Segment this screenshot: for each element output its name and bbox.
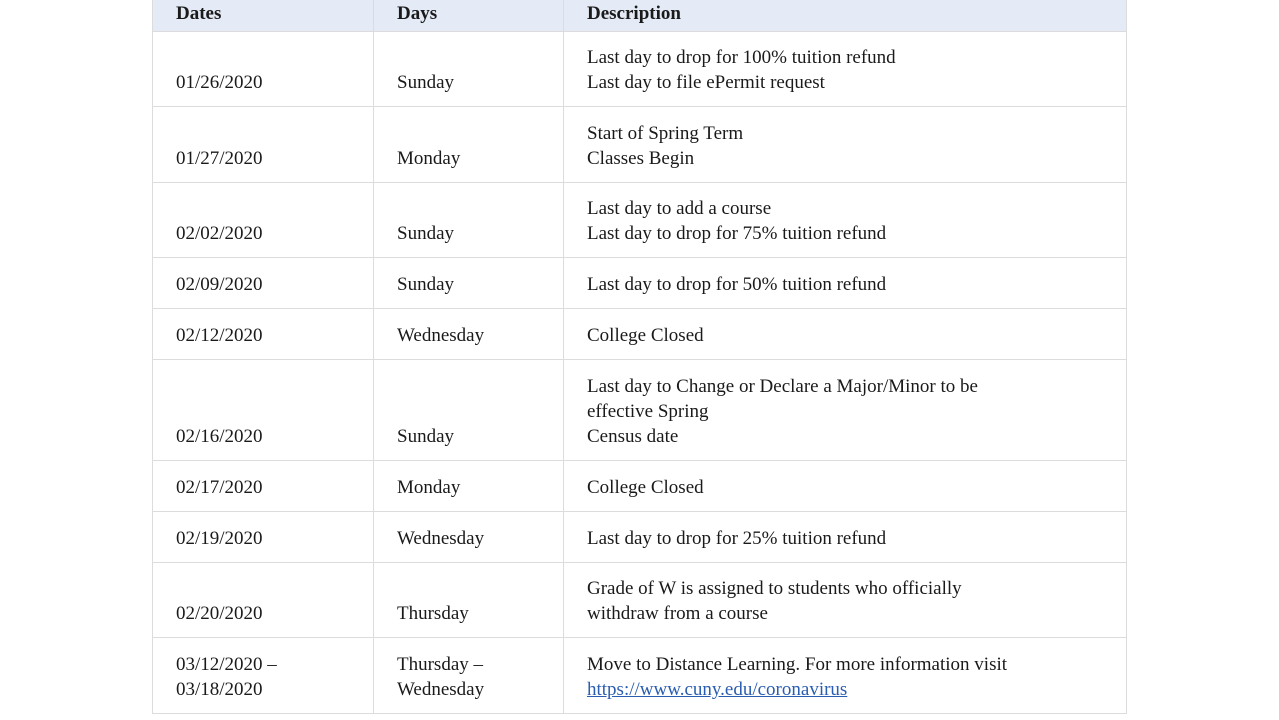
description-cell-line: Last day to Change or Declare a Major/Minor to be [587,376,978,397]
table-row [153,461,1127,512]
date-cell-line: 02/09/2020 [176,274,263,295]
description-cell [564,32,1127,107]
table-row [153,258,1127,309]
date-cell-line: 03/18/2020 [176,679,263,700]
day-cell [374,32,564,107]
table-row [153,512,1127,563]
day-cell [374,638,564,714]
date-cell-line: 02/20/2020 [176,603,263,624]
description-cell [564,638,1127,714]
header-description: Description [564,0,1127,32]
day-cell-line: Thursday [397,603,469,624]
description-cell [564,563,1127,638]
day-cell-line: Wednesday [397,679,485,700]
table-header-row [153,0,1127,32]
date-cell [153,309,374,360]
date-cell [153,183,374,258]
date-cell-line: 01/26/2020 [176,72,263,93]
description-cell-line: College Closed [587,325,704,346]
date-cell [153,461,374,512]
description-cell-line: Last day to add a course [587,198,772,219]
description-cell [564,512,1127,563]
day-cell-line: Wednesday [397,528,485,549]
day-cell [374,183,564,258]
table-row [153,563,1127,638]
table-row [153,32,1127,107]
academic-calendar-table [152,0,1127,714]
description-cell-line: Last day to drop for 50% tuition refund [587,274,887,295]
date-cell-line: 02/19/2020 [176,528,263,549]
description-cell-line: Classes Begin [587,148,695,169]
description-cell [564,107,1127,183]
description-cell [564,183,1127,258]
day-cell-line: Thursday – [397,654,484,675]
day-cell [374,309,564,360]
description-cell-line: Start of Spring Term [587,123,744,144]
date-cell-line: 03/12/2020 – [176,654,277,675]
description-cell-line: Grade of W is assigned to students who officially [587,578,962,599]
day-cell [374,258,564,309]
date-cell [153,32,374,107]
description-cell [564,360,1127,461]
description-cell-line: Move to Distance Learning. For more information visit [587,654,1008,675]
table-row [153,183,1127,258]
date-cell [153,360,374,461]
day-cell [374,563,564,638]
description-cell [564,461,1127,512]
day-cell [374,461,564,512]
table-row [153,360,1127,461]
date-cell [153,512,374,563]
day-cell-line: Monday [397,477,461,498]
description-cell-line: Last day to drop for 25% tuition refund [587,528,887,549]
day-cell [374,512,564,563]
date-cell-line: 02/16/2020 [176,426,263,447]
description-cell-line: College Closed [587,477,704,498]
date-cell [153,638,374,714]
description-cell [564,309,1127,360]
date-cell-line: 02/17/2020 [176,477,263,498]
table-row [153,107,1127,183]
description-cell-line: withdraw from a course [587,603,768,624]
day-cell-line: Sunday [397,274,454,295]
description-cell-line: Census date [587,426,679,447]
date-cell [153,258,374,309]
header-dates: Dates [153,0,374,32]
date-cell-line: 01/27/2020 [176,148,263,169]
description-cell [564,258,1127,309]
description-cell-line: Last day to file ePermit request [587,72,825,93]
day-cell-line: Sunday [397,72,454,93]
table-row [153,309,1127,360]
date-cell-line: 02/12/2020 [176,325,263,346]
description-cell-line: Last day to drop for 100% tuition refund [587,47,896,68]
date-cell [153,107,374,183]
header-days: Days [374,0,564,32]
day-cell-line: Sunday [397,426,454,447]
day-cell-line: Monday [397,148,461,169]
description-cell-line: Last day to drop for 75% tuition refund [587,223,887,244]
day-cell [374,107,564,183]
table-row [153,638,1127,714]
date-cell [153,563,374,638]
coronavirus-info-link[interactable]: https://www.cuny.edu/coronavirus [587,679,848,700]
date-cell-line: 02/02/2020 [176,223,263,244]
day-cell-line: Wednesday [397,325,485,346]
description-cell-line: effective Spring [587,401,709,422]
day-cell-line: Sunday [397,223,454,244]
day-cell [374,360,564,461]
